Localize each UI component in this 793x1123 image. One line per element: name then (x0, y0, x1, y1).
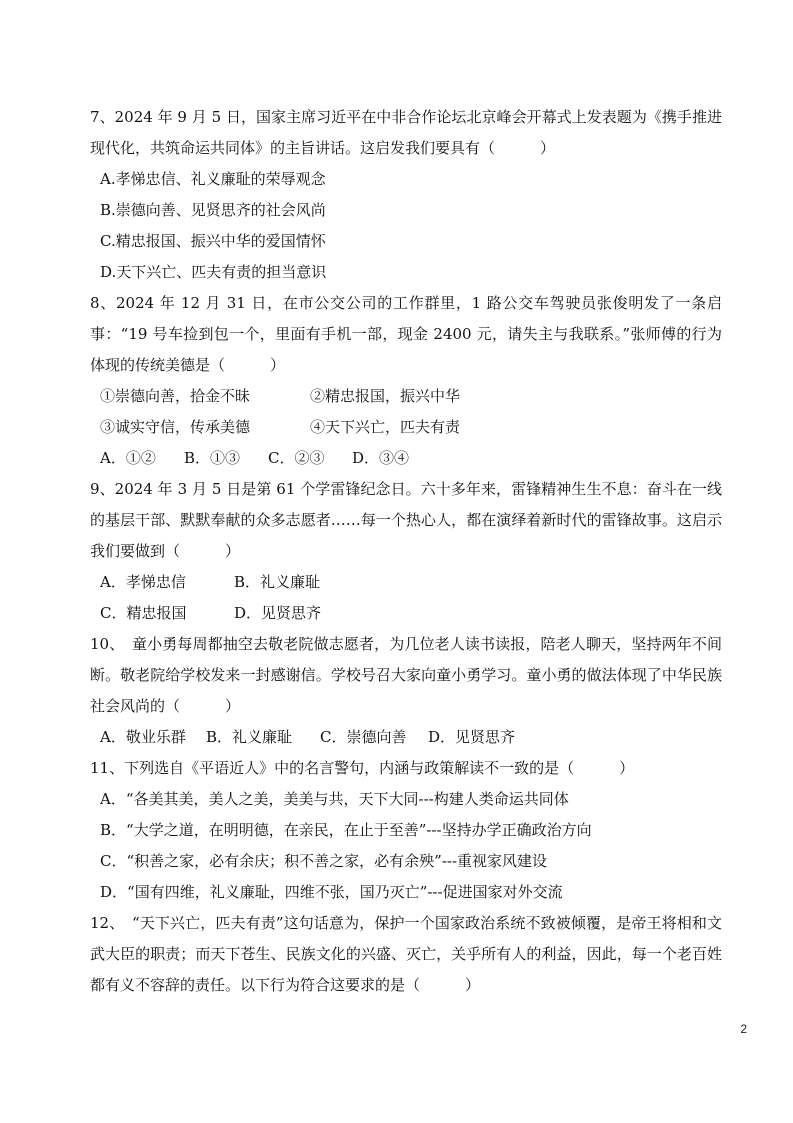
question-11-option-d: D．“国有四维，礼义廉耻，四维不张，国乃灭亡”---促进国家对外交流 (100, 883, 563, 901)
question-8-item-4: ④天下兴亡，匹夫有责 (310, 418, 461, 436)
question-7-option-a: A.孝悌忠信、礼义廉耻的荣辱观念 (100, 170, 326, 188)
question-12-stem: 12、 “天下兴亡，匹夫有责”这句话意为，保护一个国家政治系统不致被倾覆，是帝王将相和文武大臣的职责；而天下苍生、民族文化的兴盛、灭亡，关乎所有人的利益，因此，每一个老百姓都有义不容辞的责任。以下行为符合这要求的是（ ） (90, 914, 722, 994)
question-9-options-row-1 (90, 567, 722, 598)
question-9-options-row-2 (90, 598, 722, 629)
question-7-option-b: B.崇德向善、见贤思齐的社会风尚 (100, 201, 326, 219)
question-9-stem: 9、2024 年 3 月 5 日是第 61 个学雷锋纪念日。六十多年来，雷锋精神生生不息：奋斗在一线的基层干部、默默奉献的众多志愿者……每一个热心人，都在演绎着新时代的雷锋故事。这启示我们要做到（ ） (90, 480, 722, 560)
question-11-option-b: B．“大学之道，在明明德，在亲民，在止于至善”---坚持办学正确政治方向 (100, 821, 592, 839)
question-8-option-d: D．③④ (352, 449, 410, 467)
question-8-option-a: A．①② (100, 449, 156, 467)
question-8-item-3: ③诚实守信，传承美德 (100, 418, 251, 436)
page-content (90, 102, 722, 1001)
question-9-option-d: D．见贤思齐 (234, 604, 322, 622)
question-9-option-c: C．精忠报国 (100, 604, 187, 622)
question-8-option-c: C．②③ (268, 449, 325, 467)
question-8-options (90, 443, 722, 474)
question-10-option-c: C．崇德向善 (320, 728, 407, 746)
question-8-stem: 8、2024 年 12 月 31 日，在市公交公司的工作群里，1 路公交车驾驶员张俊明发了一条启事：“19 号车捡到包一个，里面有手机一部，现金 2400 元，请失主与我联系。”张师傅的行为体现的传统美德是（ ） (90, 294, 722, 374)
question-11-stem: 11、下列选自《平语近人》中的名言警句，内涵与政策解读不一致的是（ ） (90, 759, 635, 777)
question-8-item-1: ①崇德向善，拾金不昧 (100, 387, 251, 405)
question-7-option-d: D.天下兴亡、匹夫有责的担当意识 (100, 263, 327, 281)
page-number: 2 (740, 1022, 747, 1036)
question-8-item-2: ②精忠报国，振兴中华 (310, 387, 461, 405)
question-9-option-a: A．孝悌忠信 (100, 573, 186, 591)
question-8-items-row-1 (90, 381, 722, 412)
question-10-option-d: D．见贤思齐 (428, 728, 516, 746)
question-8-option-b: B．①③ (184, 449, 241, 467)
question-7-stem: 7、2024 年 9 月 5 日，国家主席习近平在中非合作论坛北京峰会开幕式上发表题为《携手推进现代化，共筑命运共同体》的主旨讲话。这启发我们要具有（ ） (90, 108, 722, 157)
question-10-option-a: A．敬业乐群 (100, 728, 186, 746)
question-8-items-row-2 (90, 412, 722, 443)
question-10-stem: 10、 童小勇每周都抽空去敬老院做志愿者，为几位老人读书读报，陪老人聊天，坚持两年不间断。敬老院给学校发来一封感谢信。学校号召大家向童小勇学习。童小勇的做法体现了中华民族社会风尚的（ ） (90, 635, 722, 715)
question-7-option-c: C.精忠报国、振兴中华的爱国情怀 (100, 232, 326, 250)
question-11-option-a: A．“各美其美，美人之美，美美与共，天下大同---构建人类命运共同体 (100, 790, 569, 808)
question-11-option-c: C．“积善之家，必有余庆；积不善之家，必有余殃”---重视家风建设 (100, 852, 548, 870)
question-10-options (90, 722, 722, 753)
question-9-option-b: B．礼义廉耻 (234, 573, 321, 591)
question-10-option-b: B．礼义廉耻 (206, 728, 293, 746)
